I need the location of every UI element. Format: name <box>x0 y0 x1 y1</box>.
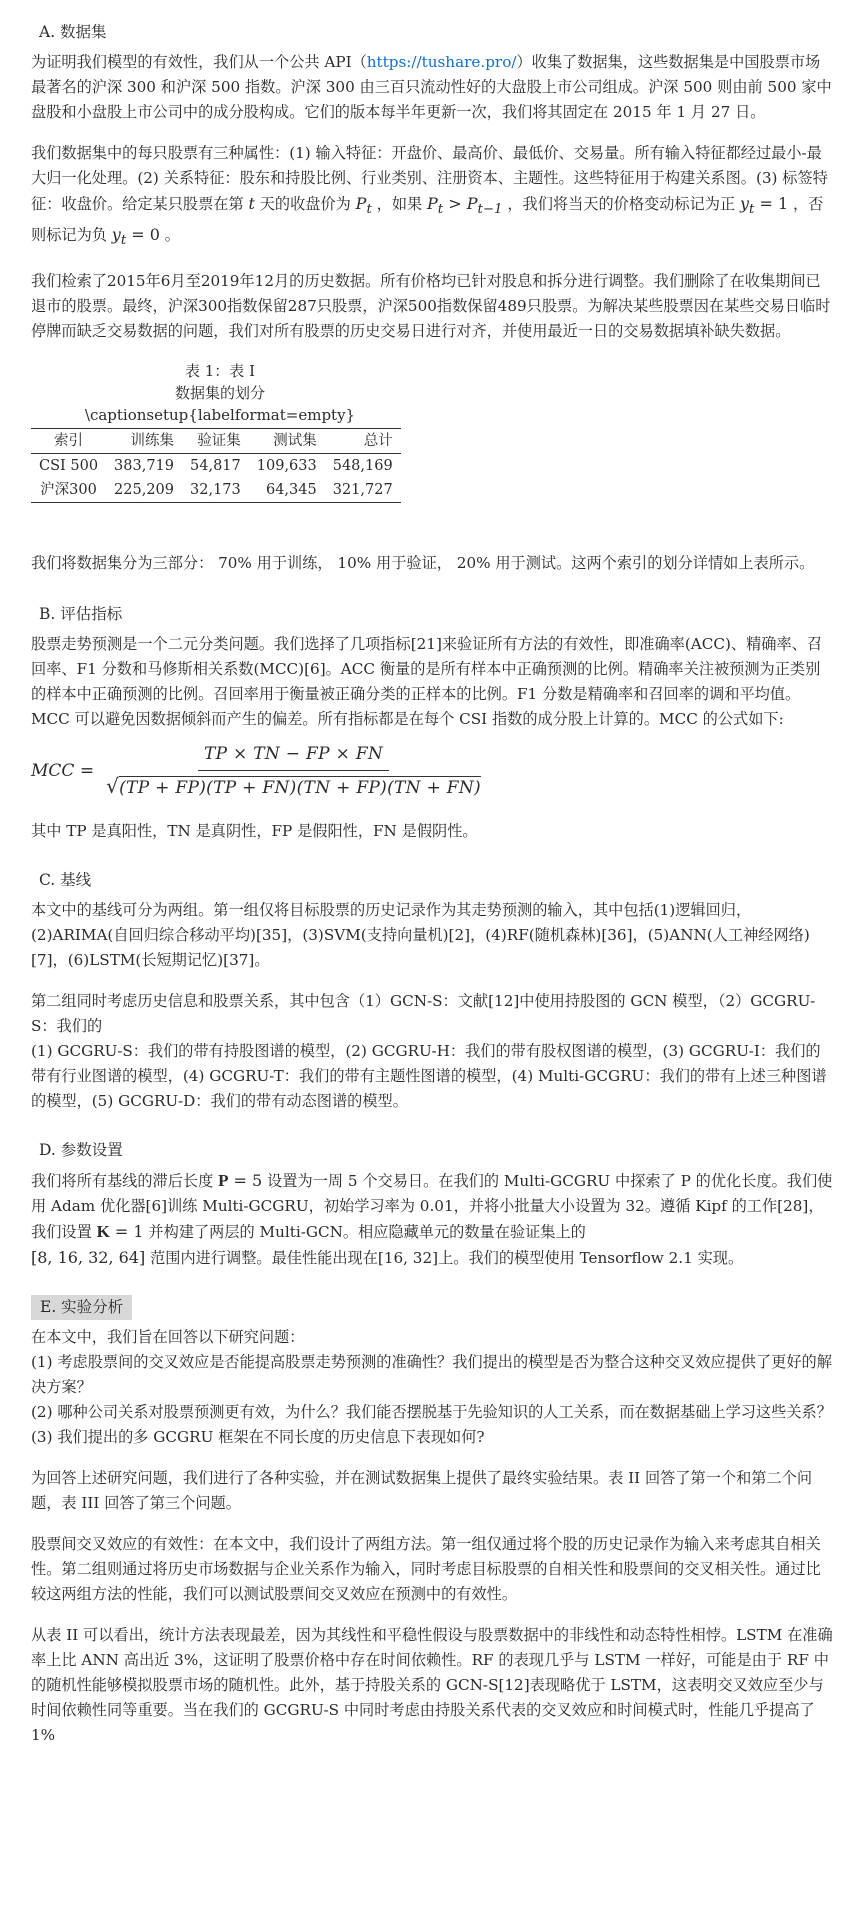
section-heading: D. 参数设置 <box>39 1141 123 1160</box>
section-baselines <box>31 868 833 1114</box>
text: ，如果 <box>376 195 423 213</box>
mcc-formula <box>31 742 833 801</box>
paragraph: 本文中的基线可分为两组。第一组仅将目标股票的历史记录作为其走势预测的输入，其中包括(1)逻辑回归，(2)ARIMA(自回归综合移动平均)[35]，(3)SVM(支持向量机)[2]，(4)RF(随机森林)[36]，(5)ANN(人工神经网络)[7]，(6)LSTM(长短期记忆)[37]。 <box>31 901 810 970</box>
sqrt-icon: √ <box>106 774 120 799</box>
table-cell: 54,817 <box>190 458 241 475</box>
paragraph <box>31 1325 833 1450</box>
text: 我们将所有基线的滞后长度 <box>31 1172 214 1191</box>
formula-numerator: TP × TN − FP × FN <box>198 742 389 771</box>
section-metrics <box>31 602 833 844</box>
paragraph <box>31 989 833 1114</box>
text: ，我们将当天的价格变动标记为正 <box>507 195 736 213</box>
paragraph: 股票走势预测是一个二元分类问题。我们选择了几项指标[21]来验证所有方法的有效性，即准确率(ACC)、精确率、召回率、F1 分数和马修斯相关系数(MCC)[6]。ACC 衡量的是所有样本中正确预测的比例。精确率关注被预测为正类别的样本中正确预测的比例。召回率用于衡量被正确分类的正样本的比例。F1 分数是精确率和召回率的调和平均值。MCC 可以避免因数据倾斜而产生的偏差。所有指标都是在每个 CSI 指数的成分股上计算的。MCC 的公式如下: <box>31 635 823 729</box>
math-y1: $y_t = 1$ <box>739 194 789 218</box>
table-caption-2: 数据集的划分 <box>174 384 265 403</box>
section-analysis <box>31 1295 833 1748</box>
text: 为证明我们模型的有效性，我们从一个公共 API（ <box>31 53 367 71</box>
math-y0: $y_t = 0$ <box>111 225 160 249</box>
list-item: (1) 考虑股票间的交叉效应是否能提高股票走势预测的准确性？我们提出的模型是否为整合这种交叉效应提供了更好的解决方案？ <box>31 1353 832 1397</box>
table-cell: 225,209 <box>106 478 182 503</box>
text: 范围内进行调整。最佳性能出现在[16, 32]上。我们的模型使用 Tensorflow 2.1 实现。 <box>150 1249 744 1268</box>
math-pt: $P_t$ <box>355 194 372 218</box>
text: 天的收盘价为 <box>259 195 351 213</box>
section-heading: C. 基线 <box>39 871 92 890</box>
paragraph <box>31 50 833 125</box>
table-header-cell: 测试集 <box>249 429 325 454</box>
list-item: (2) 哪种公司关系对股票预测更有效，为什么？我们能否摆脱基于先验知识的人工关系，而在数据基础上学习这些关系？ <box>31 1403 832 1422</box>
section-heading-highlighted: E. 实验分析 <box>31 1295 132 1320</box>
dataset-split-table <box>31 428 401 503</box>
table-cell: 109,633 <box>256 458 317 475</box>
table-header-cell: 训练集 <box>106 429 182 454</box>
math-k: K = 1 <box>96 1222 144 1242</box>
text: 我们数据集中的每只股票有三种属性：(1) 输入特征：开盘价、最高价、最低价、交易量。所有输入特征都经过最小-最大归一化处理。(2) 关系特征：股东和持股比例、行业类别、注册资本、主题性。这些特征用于构建关系图。(3) 标签特征：收盘价。给定某只股票在第 <box>31 144 828 213</box>
paragraph: 我们检索了2015年6月至2019年12月的历史数据。所有价格均已针对股息和拆分进行调整。我们删除了在收集期间已退市的股票。最终，沪深300指数保留287只股票，沪深500指数保留489只股票。为解决某些股票因在某些交易日临时停牌而缺乏交易数据的问题，我们对所有股票的历史交易日进行对齐，并使用最近一日的交易数据填补缺失数据。 <box>31 272 831 341</box>
section-dataset <box>31 20 833 576</box>
paragraph <box>31 1168 833 1271</box>
paragraph: 我们将数据集分为三部分： 70% 用于训练， 10% 用于验证， 20% 用于测试。这两个索引的划分详情如上表所示。 <box>31 554 815 573</box>
paragraph <box>31 141 833 253</box>
text: ）收集了数据集，这些数据集是中国股票市场最著名的沪深 300 和沪深 500 指数。沪深 300 由三百只流动性好的大盘股上市公司组成。沪深 500 则由前 500 家中盘股和小盘股上市公司中的成分股构成。它们的版本每半年更新一次，我们将其固定在 2015 年 1 月 27 日。 <box>31 53 832 121</box>
text: ，否则标记为负 <box>31 195 824 245</box>
table-row <box>31 478 401 503</box>
paragraph: 股票间交叉效应的有效性：在本文中，我们设计了两组方法。第一组仅通过将个股的历史记录作为输入来考虑其自相关性。第二组则通过将历史市场数据与企业关系作为输入，同时考虑目标股票的自相关性和股票间的交叉相关性。通过比较这两组方法的性能，我们可以测试股票间交叉效应在预测中的有效性。 <box>31 1535 821 1604</box>
table-header-cell: 验证集 <box>182 429 249 454</box>
table-cell: 32,173 <box>182 478 249 503</box>
table-header-row <box>31 429 401 454</box>
text: 。 <box>164 226 180 245</box>
list-item: (3) 我们提出的多 GCGRU 框架在不同长度的历史信息下表现如何? <box>31 1428 485 1447</box>
section-params <box>31 1138 833 1271</box>
math-p: P = 5 <box>218 1171 263 1191</box>
math-range: [8, 16, 32, 64] <box>31 1248 146 1268</box>
section-heading: A. 数据集 <box>39 23 107 41</box>
table-header-cell: 索引 <box>31 429 106 454</box>
tushare-link[interactable]: https://tushare.pro/ <box>366 53 517 71</box>
math-compare: $P_t > P_{t-1}$ <box>427 194 503 218</box>
table-caption-1: 表 1：表 I <box>184 362 255 381</box>
text: 设置为一周 5 个交易日。在我们的 Multi-GCGRU 中探索了 P 的优化长度。我们使用 Adam 优化器[6]训练 Multi-GCGRU，初始学习率为 0.01，并将小批量大小设置为 32。遵循 Kipf 的工作[28]，我们设置 <box>31 1172 833 1242</box>
text: 在本文中，我们旨在回答以下研究问题： <box>31 1328 305 1347</box>
table-cell: 64,345 <box>249 478 325 503</box>
paragraph: 为回答上述研究问题，我们进行了各种实验，并在测试数据集上提供了最终实验结果。表 II 回答了第一个和第二个问题，表 III 回答了第三个问题。 <box>31 1469 813 1513</box>
paragraph: 从表 II 可以看出，统计方法表现最差，因为其线性和平稳性假设与股票数据中的非线性和动态特性相悖。LSTM 在准确率上比 ANN 高出近 3%，这证明了股票价格中存在时间依赖性。RF 的表现几乎与 LSTM 一样好，可能是由于 RF 中的随机性能够模拟股票市场的随机性。此外，基于持股关系的 GCN-S[12]表现略优于 LSTM，这表明交叉效应至少与时间依赖性同等重要。当在我们的 GCGRU-S 中同时考虑由持股关系代表的交叉效应和时间模式时，性能几乎提高了 1% <box>31 1626 833 1745</box>
formula-lhs: MCC = <box>31 761 95 782</box>
table-cell: 383,719 <box>114 458 175 475</box>
math-t: t <box>248 194 255 213</box>
text: 第二组同时考虑历史信息和股票关系，其中包含（1）GCN-S：文献[12]中使用持股图的 GCN 模型，（2）GCGRU-S：我们的 <box>31 992 816 1036</box>
table-cell: 沪深300 <box>31 478 106 503</box>
table-cell: CSI 500 <box>39 458 99 475</box>
formula-fraction <box>106 742 481 801</box>
table-caption-3: \captionsetup{labelformat=empty} <box>84 406 356 425</box>
table-header-cell: 总计 <box>325 429 401 454</box>
text: (1) GCGRU-S：我们的带有持股图谱的模型，(2) GCGRU-H：我们的带有股权图谱的模型，(3) GCGRU-I：我们的带有行业图谱的模型，(4) GCGRU-T：我们的带有主题性图谱的模型，(4) Multi-GCGRU：我们的带有上述三种图谱的模型，(5) GCGRU-D：我们的带有动态图谱的模型。 <box>31 1042 827 1111</box>
table-cell: 548,169 <box>332 458 393 475</box>
section-heading: B. 评估指标 <box>39 605 123 624</box>
paragraph: 其中 TP 是真阳性，TN 是真阴性，FP 是假阳性，FN 是假阴性。 <box>31 822 478 841</box>
formula-denominator: √(TP + FP)(TP + FN)(TN + FP)(TN + FN) <box>106 774 481 799</box>
table-cell: 321,727 <box>325 478 401 503</box>
text: 并构建了两层的 Multi-GCN。相应隐藏单元的数量在验证集上的 <box>148 1223 586 1242</box>
table-row <box>31 454 401 479</box>
dataset-table-block <box>31 360 833 503</box>
